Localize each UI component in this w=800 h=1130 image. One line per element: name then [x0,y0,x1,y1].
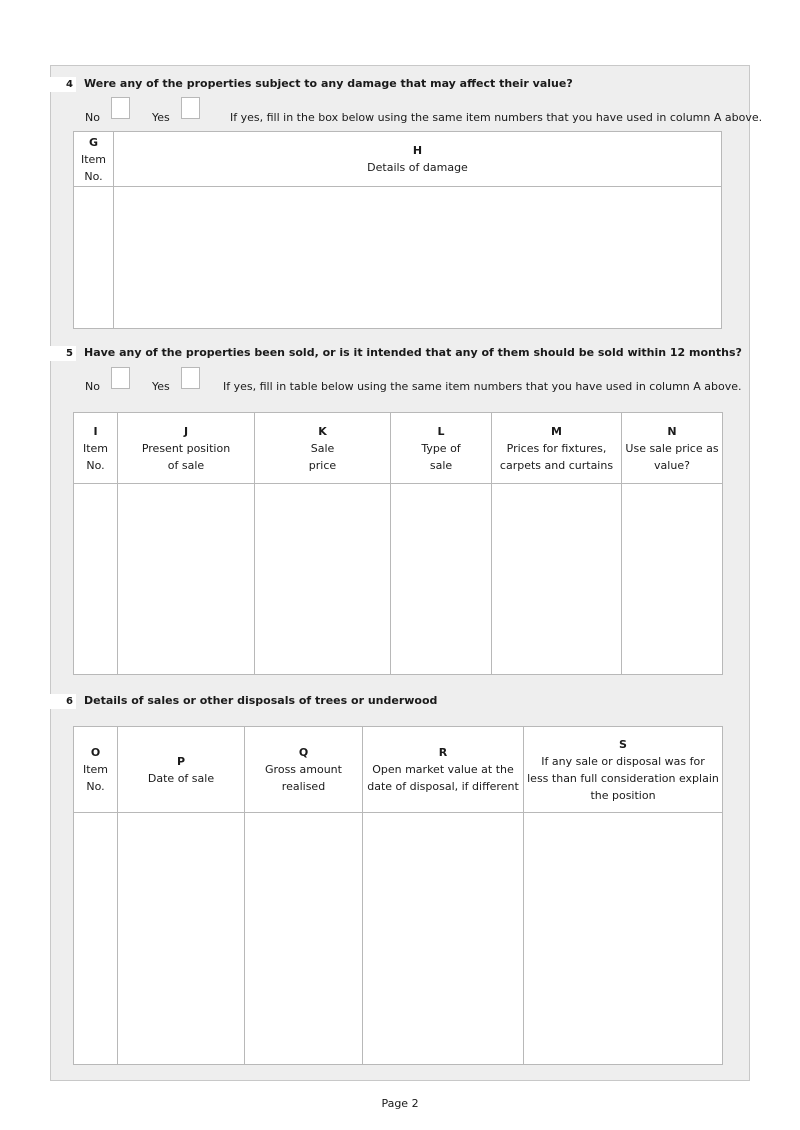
col-h-line-1: Details of damage [367,161,468,174]
col-m-letter: M [551,424,562,438]
damage-table [73,131,722,329]
col-i-line-2: No. [86,458,105,472]
q4-no-checkbox[interactable] [111,97,130,119]
damage-table-header [74,132,721,187]
q4-instruction: If yes, fill in the box below using the same item numbers that you have used in column A above. [230,111,763,124]
col-q-entry[interactable] [245,813,363,1064]
col-r-line-2: date of disposal, if different [367,780,519,793]
col-k-line-2: price [308,458,337,472]
col-k-header [255,413,391,483]
question-5-text: Have any of the properties been sold, or is it intended that any of them should be sold within 12 months? [84,346,742,359]
col-g-header [74,132,114,186]
col-p-entry[interactable] [118,813,245,1064]
col-s-line-3: the position [590,788,656,802]
col-s-header [524,727,722,812]
col-g-letter: G [88,135,99,149]
col-o-entry[interactable] [74,813,118,1064]
col-o-letter: O [90,746,101,759]
q4-no-label: No [85,111,100,124]
damage-table-body [74,187,721,328]
col-n-line-1: Use sale price as [625,441,719,455]
col-m-header [492,413,622,483]
col-s-line-1: If any sale or disposal was for [541,754,705,768]
col-g-entry[interactable] [74,187,114,328]
col-k-line-1: Sale [310,441,335,455]
question-6-text: Details of sales or other disposals of trees or underwood [84,694,438,707]
col-o-header [74,727,118,812]
col-r-letter: R [438,746,448,759]
question-6-number: 6 [50,694,76,709]
col-p-header [118,727,245,812]
col-k-letter: K [318,424,327,438]
col-l-header [391,413,492,483]
question-5-number: 5 [50,346,76,361]
col-o-line-1: Item [82,763,109,776]
q5-yes-checkbox[interactable] [181,367,200,389]
tree-disposals-header [74,727,722,813]
page-number: Page 2 [381,1097,419,1110]
sales-table-header [74,413,722,484]
col-j-line-2: of sale [167,458,205,472]
question-4-number: 4 [50,77,76,92]
col-m-line-2: carpets and curtains [499,458,614,472]
col-g-line-1: Item [80,152,107,166]
col-p-letter: P [176,754,186,768]
col-q-line-2: realised [281,780,326,793]
col-s-letter: S [619,737,627,751]
col-j-header [118,413,255,483]
sales-table-body [74,484,722,674]
col-q-line-1: Gross amount [265,763,342,776]
col-i-letter: I [93,424,98,438]
col-i-line-1: Item [82,441,109,455]
col-r-header [363,727,524,812]
col-r-entry[interactable] [363,813,524,1064]
col-h-header [114,132,721,186]
col-i-entry[interactable] [74,484,118,674]
q5-instruction: If yes, fill in table below using the same item numbers that you have used in column A above. [223,380,742,393]
col-p-line-1: Date of sale [147,771,215,785]
col-k-entry[interactable] [255,484,391,674]
col-q-header [245,727,363,812]
col-n-header [622,413,722,483]
q5-no-label: No [85,380,100,393]
col-q-letter: Q [298,746,309,759]
tree-disposals-table [73,726,723,1065]
q5-yes-label: Yes [152,380,170,393]
col-s-line-2: less than full consideration explain [527,771,719,785]
col-r-line-1: Open market value at the [372,763,514,776]
sales-table [73,412,723,675]
col-o-line-2: No. [86,780,105,793]
col-h-entry[interactable] [114,187,721,328]
col-n-letter: N [667,424,677,438]
col-i-header [74,413,118,483]
col-h-letter: H [412,144,423,157]
col-n-line-2: value? [654,458,690,472]
question-4-text: Were any of the properties subject to any damage that may affect their value? [84,77,573,90]
col-l-line-1: Type of [421,441,461,455]
col-m-line-1: Prices for fixtures, [506,441,607,455]
q5-no-checkbox[interactable] [111,367,130,389]
tree-disposals-body [74,813,722,1064]
col-j-line-1: Present position [141,441,231,455]
col-g-line-2: No. [84,169,103,183]
col-m-entry[interactable] [492,484,622,674]
q4-yes-label: Yes [152,111,170,124]
q4-yes-checkbox[interactable] [181,97,200,119]
col-n-entry[interactable] [622,484,722,674]
col-j-entry[interactable] [118,484,255,674]
col-l-entry[interactable] [391,484,492,674]
col-l-letter: L [437,424,445,438]
col-j-letter: J [183,424,189,438]
col-l-line-2: sale [429,458,453,472]
col-s-entry[interactable] [524,813,722,1064]
